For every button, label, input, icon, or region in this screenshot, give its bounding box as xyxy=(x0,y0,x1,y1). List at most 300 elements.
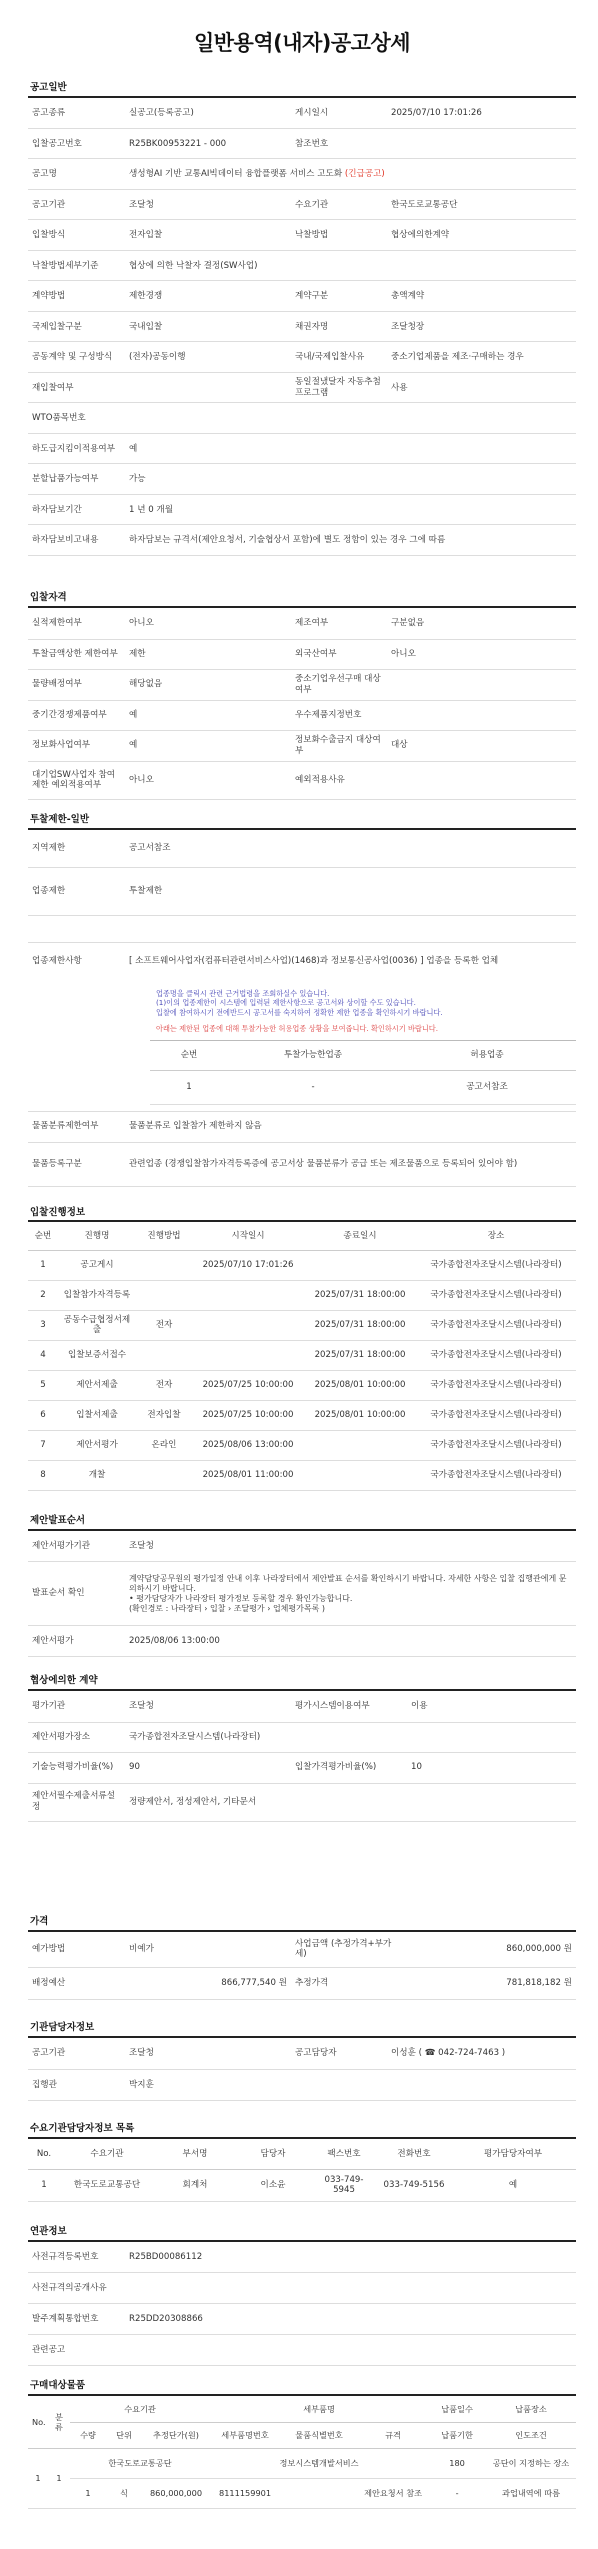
demand-officer-row xyxy=(28,2169,576,2201)
page-title: 일반용역(내자)공고상세 xyxy=(193,31,411,55)
cell-name: 입찰서제출 xyxy=(58,1400,136,1430)
value: 협상에 의한 낙찰자 결정(SW사업) xyxy=(125,251,576,281)
demand-officer-table xyxy=(28,2139,576,2202)
schedule-row xyxy=(28,1310,576,1340)
cell-spec: 제안요청서 참조 xyxy=(358,2478,428,2508)
linkage-row xyxy=(28,2273,576,2304)
qualification-row xyxy=(28,669,576,700)
negotiation-row xyxy=(28,1783,576,1821)
cell-cond: 과업내역에 따름 xyxy=(486,2478,576,2508)
allowed-industry-table xyxy=(150,1040,576,1105)
section-linkage xyxy=(28,2226,576,2366)
label: 동일절냈달자 자동추첨 프로그램 xyxy=(291,373,387,403)
officer-table xyxy=(28,2038,576,2102)
value xyxy=(387,761,576,799)
value: 10 xyxy=(407,1752,576,1783)
cell-place: 국가종합전자조달시스템(나라장터) xyxy=(416,1310,576,1340)
label: 계약방법 xyxy=(28,281,125,312)
cell-start xyxy=(192,1310,304,1340)
business-amount: 860,000,000 원 xyxy=(397,1932,576,1968)
cell-item-id xyxy=(280,2478,358,2508)
value xyxy=(387,669,576,700)
qualification-row xyxy=(28,761,576,799)
value: 관련업종 (경쟁입찰참가자격등록증에 공고서상 물품분류가 공급 또는 제조물품으로 등록되어 있어야 함) xyxy=(125,1142,576,1186)
cell-place: 국가종합전자조달시스템(나라장터) xyxy=(416,1340,576,1370)
general-row xyxy=(28,373,576,403)
cell-method xyxy=(136,1460,192,1490)
qualification-row xyxy=(28,730,576,761)
value: 대상 xyxy=(387,730,576,761)
general-row xyxy=(28,464,576,495)
col-header: 규격 xyxy=(358,2422,428,2448)
general-table xyxy=(28,98,576,557)
restriction-row xyxy=(28,830,576,868)
schedule-row xyxy=(28,1370,576,1400)
proposal-row xyxy=(28,1626,576,1657)
col-header: 납품일수 xyxy=(428,2396,486,2422)
label: 평가기관 xyxy=(28,1691,125,1722)
label: 예외적용사유 xyxy=(291,761,387,799)
cell-place: 국가종합전자조달시스템(나라장터) xyxy=(416,1280,576,1310)
cell-qty: 1 xyxy=(70,2478,106,2508)
value: 아니오 xyxy=(125,608,291,639)
value: 예 xyxy=(125,700,291,730)
label: 대기업SW사업자 참여제한 예외적용여부 xyxy=(28,761,125,799)
schedule-row xyxy=(28,1250,576,1280)
label: 국제입찰구분 xyxy=(28,312,125,342)
label: 공고담당자 xyxy=(291,2038,387,2070)
schedule-row xyxy=(28,1340,576,1370)
value: 조달청 xyxy=(125,1691,291,1722)
negotiation-table xyxy=(28,1691,576,1822)
cell-start: 2025/08/06 13:00:00 xyxy=(192,1430,304,1460)
schedule-header xyxy=(28,1222,576,1250)
restriction-notes xyxy=(28,979,576,1040)
label: WTO품목번호 xyxy=(28,403,125,434)
purchase-table xyxy=(28,2396,576,2509)
label: 채권자명 xyxy=(291,312,387,342)
cell-no: 7 xyxy=(28,1430,58,1460)
purchase-row-sub xyxy=(28,2478,576,2508)
col-header: 분류 xyxy=(48,2396,70,2448)
label: 사전규격등록번호 xyxy=(28,2242,125,2273)
cell: 한국도로교통공단 xyxy=(60,2169,154,2201)
label: 사전규격의공개사유 xyxy=(28,2273,125,2304)
guide-line: 계약담당공무원의 평가일정 안내 이후 나라장터에서 제안발표 순서를 확인하시기 바랍니다. 자세한 사항은 입찰 집행관에게 문의하시기 바랍니다. xyxy=(129,1573,567,1593)
general-row xyxy=(28,251,576,281)
value: 총액계약 xyxy=(387,281,576,312)
qualification-row xyxy=(28,700,576,730)
cell-method xyxy=(136,1340,192,1370)
general-row xyxy=(28,98,576,129)
cell-place: 공단이 지정하는 장소 xyxy=(486,2448,576,2478)
cell-no: 3 xyxy=(28,1310,58,1340)
label: 예가방법 xyxy=(28,1932,125,1968)
cell: 033-749-5156 xyxy=(378,2169,450,2201)
label: 추정가격 xyxy=(291,1968,397,2000)
label: 외국산여부 xyxy=(291,639,387,669)
negotiation-row xyxy=(28,1722,576,1752)
value: 제한 xyxy=(125,639,291,669)
label: 낙찰방법 xyxy=(291,220,387,251)
value: (전자)공동이행 xyxy=(125,342,291,373)
cell-method: 전자입찰 xyxy=(136,1400,192,1430)
negotiation-row xyxy=(28,1752,576,1783)
section-general xyxy=(28,82,576,556)
purchase-header-top xyxy=(28,2396,576,2422)
value: 조달청 xyxy=(125,1531,576,1562)
cell-start: 2025/07/25 10:00:00 xyxy=(192,1370,304,1400)
section-title-purchase: 구매대상물품 xyxy=(28,2380,576,2396)
cell-start: 2025/08/01 11:00:00 xyxy=(192,1460,304,1490)
col-header: 시작일시 xyxy=(192,1222,304,1250)
value: 아니오 xyxy=(387,639,576,669)
value: 투찰제한 xyxy=(125,868,576,916)
value: 구분없음 xyxy=(387,608,576,639)
col-header: 평가담당자여부 xyxy=(450,2139,576,2169)
label: 공고종류 xyxy=(28,98,125,129)
col-header: 납품기한 xyxy=(428,2422,486,2448)
officer-row xyxy=(28,2070,576,2101)
cell-start xyxy=(192,1340,304,1370)
cell-name: 개찰 xyxy=(58,1460,136,1490)
cell-name: 입찰참가자격등록 xyxy=(58,1280,136,1310)
cell: - xyxy=(228,1070,398,1104)
section-price xyxy=(28,1916,576,2000)
label: 사업금액 (추정가격+부가세) xyxy=(291,1932,397,1968)
value: 2025/07/10 17:01:26 xyxy=(387,98,576,129)
note-line: 업종명을 클릭시 관련 근거법령을 조회하실수 있습니다. xyxy=(156,988,330,998)
label: 제안서필수제출서류설정 xyxy=(28,1783,125,1821)
label: 중기간경쟁제품여부 xyxy=(28,700,125,730)
label: 평가시스템이용여부 xyxy=(291,1691,407,1722)
section-title-qualification: 입찰자격 xyxy=(28,592,576,608)
section-title-restriction: 투찰제한-일반 xyxy=(28,814,576,830)
col-header: 수요기관 xyxy=(60,2139,154,2169)
value: 중소기업제품을 제조·구매하는 경우 xyxy=(387,342,576,373)
label: 투찰금액상한 제한여부 xyxy=(28,639,125,669)
section-title-general: 공고일반 xyxy=(28,82,576,98)
urgent-badge: (긴급공고) xyxy=(344,169,385,179)
col-header: 진행명 xyxy=(58,1222,136,1250)
label: 제안서평가기관 xyxy=(28,1531,125,1562)
cell-no: 5 xyxy=(28,1370,58,1400)
label: 수요기관 xyxy=(291,190,387,220)
label: 국내/국제입찰사유 xyxy=(291,342,387,373)
notice-number: R25BK00953221 - 000 xyxy=(125,129,291,159)
qualification-table xyxy=(28,608,576,800)
demand-officer-header xyxy=(28,2139,576,2169)
cell: 회계처 xyxy=(154,2169,236,2201)
value: 예 xyxy=(125,730,291,761)
label: 집행관 xyxy=(28,2070,125,2101)
general-row xyxy=(28,342,576,373)
col-header: 단위 xyxy=(106,2422,142,2448)
cell-method xyxy=(136,1280,192,1310)
section-officer xyxy=(28,2022,576,2101)
cell-name: 제안서평가 xyxy=(58,1430,136,1460)
restriction-row xyxy=(28,943,576,979)
allowed-industry-row xyxy=(150,1070,576,1104)
value: 국내입찰 xyxy=(125,312,291,342)
cell: 033-749-5945 xyxy=(310,2169,378,2201)
label: 참조번호 xyxy=(291,129,387,159)
col-header: No. xyxy=(28,2139,60,2169)
general-row xyxy=(28,525,576,556)
cell-place: 국가종합전자조달시스템(나라장터) xyxy=(416,1250,576,1280)
linkage-row xyxy=(28,2242,576,2273)
label: 제안서평가 xyxy=(28,1626,125,1657)
cell-method: 전자 xyxy=(136,1310,192,1340)
guide-line: • 평가담당자가 나라장터 평가정보 등록할 경우 확인가능합니다. xyxy=(129,1593,353,1603)
label: 낙찰방법세부기준 xyxy=(28,251,125,281)
restriction-row xyxy=(28,1142,576,1186)
section-proposal-order xyxy=(28,1515,576,1657)
value: 하자담보는 규격서(제안요청서, 기술협상서 포함)에 별도 정함이 있는 경우 그에 따름 xyxy=(125,525,576,556)
label: 물품등록구분 xyxy=(28,1142,125,1186)
notice-name-text: 생성형AI 기반 교통AI빅데이터 융합플랫폼 서비스 고도화 xyxy=(129,169,343,179)
schedule-row xyxy=(28,1280,576,1310)
col-header: 인도조건 xyxy=(486,2422,576,2448)
label: 업종제한사항 xyxy=(32,955,82,966)
value xyxy=(125,1562,576,1626)
budget-amount: 866,777,540 원 xyxy=(125,1968,291,2000)
label: 정보화수출금지 대상여부 xyxy=(291,730,387,761)
value: 제한경쟁 xyxy=(125,281,291,312)
col-header: 물품식별번호 xyxy=(280,2422,358,2448)
value: 2025/08/06 13:00:00 xyxy=(125,1626,576,1657)
section-title-schedule: 입찰진행정보 xyxy=(28,1207,576,1223)
price-row xyxy=(28,1932,576,1968)
value xyxy=(125,2335,576,2366)
label: 하자담보기간 xyxy=(28,495,125,525)
cell-name: 입찰보증서접수 xyxy=(58,1340,136,1370)
section-title-price: 가격 xyxy=(28,1916,576,1932)
allowed-industry-header xyxy=(150,1040,576,1070)
label: 공고명 xyxy=(28,159,125,190)
value xyxy=(125,373,291,403)
value xyxy=(387,700,576,730)
value: 박지훈 xyxy=(125,2070,576,2101)
value: 이용 xyxy=(407,1691,576,1722)
value: 조달청 xyxy=(125,2038,291,2070)
cell-no: 1 xyxy=(28,1250,58,1280)
label: 발표순서 확인 xyxy=(28,1562,125,1626)
section-demand-officer xyxy=(28,2123,576,2201)
label: 중소기업우선구매 대상여부 xyxy=(291,669,387,700)
general-row xyxy=(28,220,576,251)
col-header: No. xyxy=(28,2396,48,2448)
value: 사용 xyxy=(387,373,576,403)
restriction-row xyxy=(28,868,576,916)
value: 전자입찰 xyxy=(125,220,291,251)
value: 조달청장 xyxy=(387,312,576,342)
cell-demand: 한국도로교통공단 xyxy=(70,2448,210,2478)
value: 물품분류로 입찰참가 제한하지 않음 xyxy=(125,1111,576,1142)
qualification-row xyxy=(28,608,576,639)
label: 기술능력평가비율(%) xyxy=(28,1752,125,1783)
col-header: 수량 xyxy=(70,2422,106,2448)
cell-name: 제안서제출 xyxy=(58,1370,136,1400)
label: 지역제한 xyxy=(28,830,125,868)
value: 한국도로교통공단 xyxy=(387,190,576,220)
value: 아니오 xyxy=(125,761,291,799)
value: 90 xyxy=(125,1752,291,1783)
label: 실적제한여부 xyxy=(28,608,125,639)
linkage-row xyxy=(28,2304,576,2335)
industry-list[interactable] xyxy=(125,943,576,979)
label: 우수제품지정번호 xyxy=(291,700,387,730)
section-title-officer: 기관담당자정보 xyxy=(28,2022,576,2038)
col-header: 투찰가능한업종 xyxy=(228,1040,398,1070)
cell-place: 국가종합전자조달시스템(나라장터) xyxy=(416,1460,576,1490)
value: 비예가 xyxy=(125,1932,291,1968)
qualification-row xyxy=(28,639,576,669)
col-header: 장소 xyxy=(416,1222,576,1250)
price-table xyxy=(28,1932,576,2001)
col-header: 세부품명 xyxy=(210,2396,428,2422)
section-restriction xyxy=(28,814,576,1187)
section-purchase xyxy=(28,2380,576,2508)
label: 발주계획통합번호 xyxy=(28,2304,125,2335)
label: 재입찰여부 xyxy=(28,373,125,403)
pre-spec-number[interactable]: R25BD00086112 xyxy=(125,2242,576,2273)
col-header: 추정단가(원) xyxy=(142,2422,210,2448)
label: 제조여부 xyxy=(291,608,387,639)
officer-contact: 이성훈 ( ☎ 042-724-7463 ) xyxy=(387,2038,576,2070)
schedule-row xyxy=(28,1460,576,1490)
value xyxy=(125,2273,576,2304)
col-header: 팩스번호 xyxy=(310,2139,378,2169)
section-schedule xyxy=(28,1207,576,1491)
col-header: 허용업종 xyxy=(398,1040,576,1070)
cell-place: 국가종합전자조달시스템(나라장터) xyxy=(416,1400,576,1430)
label: 게시일시 xyxy=(291,98,387,129)
cell-end: 2025/07/31 18:00:00 xyxy=(304,1340,416,1370)
restriction-row xyxy=(28,1111,576,1142)
col-header: 순번 xyxy=(28,1222,58,1250)
general-row xyxy=(28,190,576,220)
cell-method xyxy=(136,1250,192,1280)
col-header: 세부품명번호 xyxy=(210,2422,280,2448)
col-header: 종료일시 xyxy=(304,1222,416,1250)
cell-end: 2025/08/01 10:00:00 xyxy=(304,1370,416,1400)
section-negotiation xyxy=(28,1675,576,1821)
label: 계약구분 xyxy=(291,281,387,312)
label: 정보화사업여부 xyxy=(28,730,125,761)
value: 실공고(등록공고) xyxy=(125,98,291,129)
cell-no: 1 xyxy=(28,2448,48,2508)
cell: 예 xyxy=(450,2169,576,2201)
label: 하자담보비고내용 xyxy=(28,525,125,556)
general-row xyxy=(28,281,576,312)
label: 관련공고 xyxy=(28,2335,125,2366)
industry-link[interactable]: [ 소프트웨어사업자(컴퓨터관련서비스사업)(1468)과 정보통신공사업(0036) ] 업종을 등록한 업체 xyxy=(129,955,499,966)
cell-no: 8 xyxy=(28,1460,58,1490)
label: 입찰공고번호 xyxy=(28,129,125,159)
general-row xyxy=(28,495,576,525)
officer-row xyxy=(28,2038,576,2070)
allowed-industry-wrap xyxy=(28,1040,576,1105)
label: 입찰가격평가비율(%) xyxy=(291,1752,407,1783)
restriction-table xyxy=(28,830,576,917)
linkage-table xyxy=(28,2242,576,2367)
cell-method: 온라인 xyxy=(136,1430,192,1460)
label: 물품분류제한여부 xyxy=(28,1111,125,1142)
col-header: 부서명 xyxy=(154,2139,236,2169)
col-header: 담당자 xyxy=(236,2139,310,2169)
purchase-row-top xyxy=(28,2448,576,2478)
cell-start: 2025/07/10 17:01:26 xyxy=(192,1250,304,1280)
cell: 공고서참조 xyxy=(398,1070,576,1104)
note-line: (1)이의 업종제한이 시스템에 입력된 제한사항으로 공고서와 상이할 수도 있습니다. xyxy=(156,998,416,1008)
section-title-demand-officer: 수요기관담당자정보 목록 xyxy=(28,2123,576,2139)
cell-due: - xyxy=(428,2478,486,2508)
estimated-price: 781,818,182 원 xyxy=(397,1968,576,2000)
label: 물량배정여부 xyxy=(28,669,125,700)
schedule-table xyxy=(28,1222,576,1491)
label: 입찰방식 xyxy=(28,220,125,251)
label: 하도급지킴이적용여부 xyxy=(28,434,125,464)
cell: 1 xyxy=(28,2169,60,2201)
order-plan-number[interactable]: R25DD20308866 xyxy=(125,2304,576,2335)
cell-end: 2025/07/31 18:00:00 xyxy=(304,1310,416,1340)
purchase-header-sub xyxy=(28,2422,576,2448)
cell-start: 2025/07/25 10:00:00 xyxy=(192,1400,304,1430)
label: 업종제한 xyxy=(28,868,125,916)
general-row xyxy=(28,434,576,464)
note-line: 입찰에 참여하시기 전에반드시 공고서를 숙지하여 정확한 제한 업종을 확인하시기 바랍니다. xyxy=(156,1008,443,1018)
cell-no: 6 xyxy=(28,1400,58,1430)
cell-name: 공동수급협정서제출 xyxy=(58,1310,136,1340)
cell-place: 국가종합전자조달시스템(나라장터) xyxy=(416,1370,576,1400)
label: 분할납품가능여부 xyxy=(28,464,125,495)
notice-name xyxy=(125,159,576,190)
value: 예 xyxy=(125,434,576,464)
value xyxy=(387,129,576,159)
cell-no: 2 xyxy=(28,1280,58,1310)
col-header: 납품장소 xyxy=(486,2396,576,2422)
label: 공동계약 및 구성방식 xyxy=(28,342,125,373)
value: 공고서참조 xyxy=(125,830,576,868)
value: 협상에의한계약 xyxy=(387,220,576,251)
value: 가능 xyxy=(125,464,576,495)
value: 국가종합전자조달시스템(나라장터) xyxy=(125,1722,576,1752)
value xyxy=(125,403,576,434)
cell-end: 2025/07/31 18:00:00 xyxy=(304,1280,416,1310)
cell-end xyxy=(304,1460,416,1490)
schedule-row xyxy=(28,1400,576,1430)
note-line-red: 아래는 제한된 업종에 대해 투찰가능한 허용업종 상황을 보여줍니다. 확인하시기 바랍니다. xyxy=(156,1023,439,1033)
cell-end: 2025/08/01 10:00:00 xyxy=(304,1400,416,1430)
general-row xyxy=(28,159,576,190)
col-header: 수요기관 xyxy=(70,2396,210,2422)
col-header: 진행방법 xyxy=(136,1222,192,1250)
cell-detail: 정보시스템개발서비스 xyxy=(210,2448,428,2478)
cell: 1 xyxy=(150,1070,228,1104)
col-header: 순번 xyxy=(150,1040,228,1070)
cell: 이소윤 xyxy=(236,2169,310,2201)
linkage-row xyxy=(28,2335,576,2366)
proposal-order-table xyxy=(28,1531,576,1658)
schedule-row xyxy=(28,1430,576,1460)
cell-name: 공고게시 xyxy=(58,1250,136,1280)
cell-unit: 식 xyxy=(106,2478,142,2508)
value: 정량제안서, 정성제안서, 기타문서 xyxy=(125,1783,576,1821)
cell-end xyxy=(304,1430,416,1460)
cell-method: 전자 xyxy=(136,1370,192,1400)
section-title-linkage: 연관정보 xyxy=(28,2226,576,2242)
